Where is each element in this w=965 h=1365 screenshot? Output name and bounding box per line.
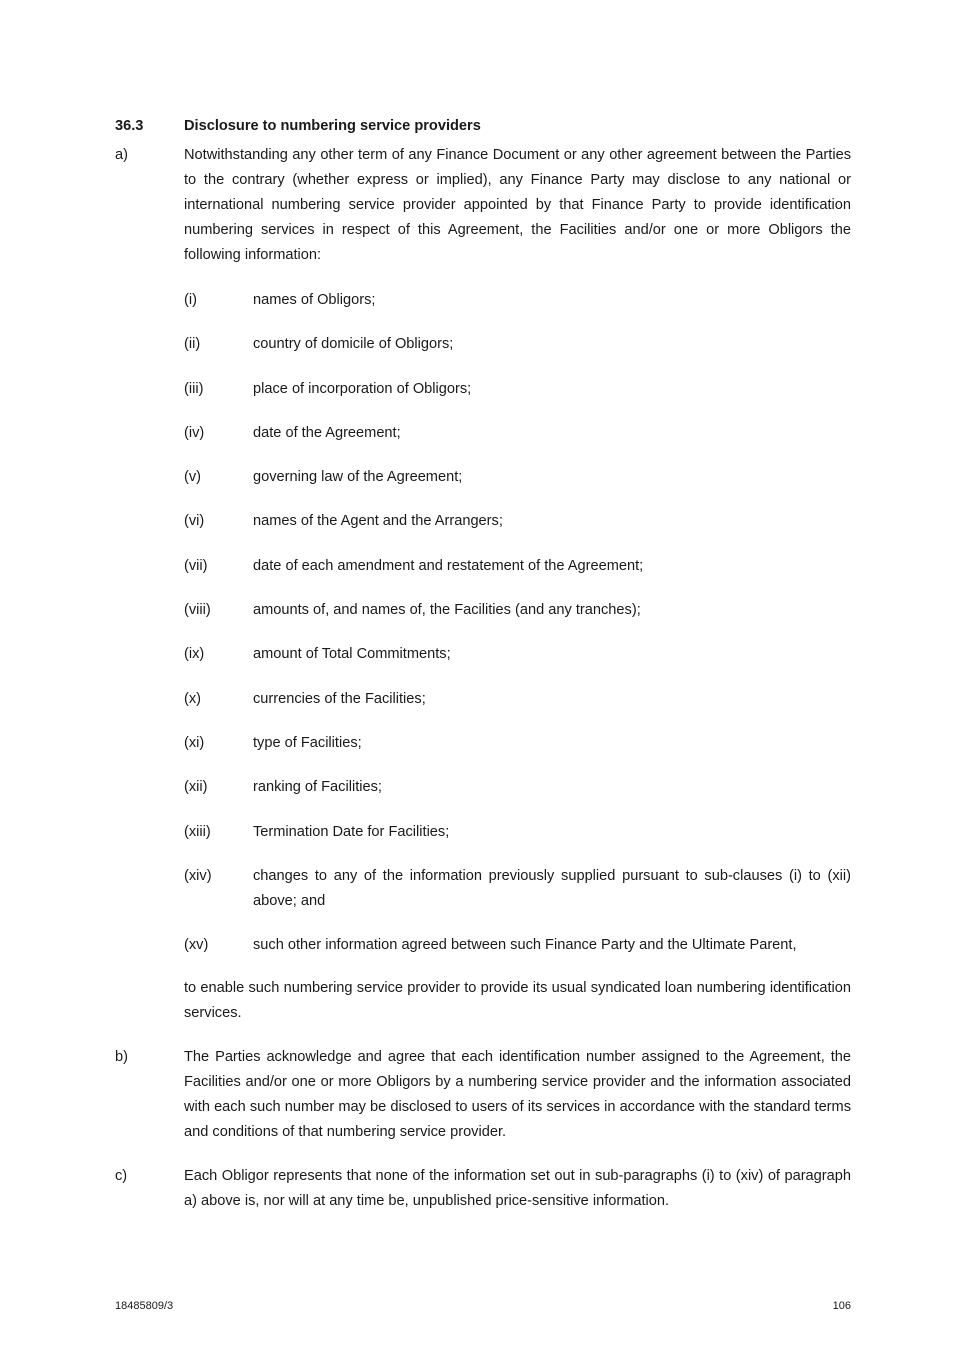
list-item-text: ranking of Facilities; — [253, 779, 382, 796]
list-item — [184, 598, 851, 623]
list-item-text: names of Obligors; — [253, 292, 376, 308]
list-item-text: currencies of the Facilities; — [253, 690, 426, 707]
paragraph-a-text: Notwithstanding any other term of any Finance Document or any other agreement between the Parties to the contrary (whether express or implied), any Finance Party may disclose to any national or international numbering service provider appointed by that Finance Party to provide identification numbering services in respect of this Agreement, the Facilities and/or one or more Obligors the following information: — [184, 147, 851, 263]
list-item — [184, 421, 851, 446]
list-item-number: (vii) — [184, 557, 208, 574]
list-item — [184, 288, 851, 313]
list-item-number: (i) — [184, 292, 197, 308]
paragraph-c — [115, 1164, 851, 1214]
information-list — [184, 288, 851, 977]
list-item-number: (xiv) — [184, 867, 212, 884]
list-item — [184, 465, 851, 490]
list-item-number: (iv) — [184, 424, 205, 441]
list-item-number: (v) — [184, 469, 202, 486]
list-item-number: (xiii) — [184, 823, 211, 840]
page-number: 106 — [832, 1300, 851, 1312]
list-item-text: such other information agreed between such Finance Party and the Ultimate Parent, — [253, 937, 797, 954]
list-item-number: (xi) — [184, 734, 205, 751]
list-item — [184, 820, 851, 845]
paragraph-c-label: c) — [115, 1168, 128, 1184]
list-item-number: (ix) — [184, 646, 205, 663]
list-item-text: Termination Date for Facilities; — [253, 823, 450, 840]
list-item — [184, 642, 851, 667]
list-item — [184, 731, 851, 756]
paragraph-b-text: The Parties acknowledge and agree that each identification number assigned to the Agreement, the Facilities and/or one or more Obligors by a numbering service provider and the information associated with each such number may be disclosed to users of its services in accordance with the standard terms and conditions of that numbering service provider. — [184, 1049, 851, 1140]
list-item-text: country of domicile of Obligors; — [253, 336, 454, 353]
paragraph-b — [115, 1045, 851, 1145]
list-item-number: (vi) — [184, 513, 205, 530]
section-number: 36.3 — [115, 118, 144, 134]
list-item — [184, 775, 851, 800]
list-item-number: (iii) — [184, 380, 204, 397]
paragraph-a-label: a) — [115, 147, 128, 163]
list-item-text: changes to any of the information previously supplied pursuant to sub-clauses (i) to (xii) above; and — [253, 867, 851, 909]
list-item-number: (x) — [184, 690, 202, 707]
list-item — [184, 332, 851, 357]
list-item-text: names of the Agent and the Arrangers; — [253, 513, 503, 530]
list-item — [184, 864, 851, 914]
list-item — [184, 377, 851, 402]
list-item-text: amounts of, and names of, the Facilities (and any tranches); — [253, 602, 641, 619]
list-item-text: amount of Total Commitments; — [253, 646, 451, 663]
document-reference: 18485809/3 — [115, 1300, 174, 1312]
closing-text: to enable such numbering service provider to provide its usual syndicated loan numbering identification services. — [184, 980, 851, 1021]
paragraph-a — [115, 143, 851, 268]
list-item-text: place of incorporation of Obligors; — [253, 380, 472, 397]
list-item — [184, 933, 851, 958]
list-item — [184, 509, 851, 534]
list-item-text: date of each amendment and restatement of the Agreement; — [253, 557, 644, 574]
list-item — [184, 687, 851, 712]
paragraph-b-label: b) — [115, 1049, 128, 1065]
list-item-text: date of the Agreement; — [253, 424, 401, 441]
list-item-text: type of Facilities; — [253, 734, 362, 751]
list-item-number: (ii) — [184, 336, 201, 353]
list-item — [184, 554, 851, 579]
list-item-number: (xv) — [184, 937, 209, 954]
section-title: Disclosure to numbering service providers — [184, 118, 481, 134]
list-item-number: (xii) — [184, 779, 208, 796]
paragraph-c-text: Each Obligor represents that none of the information set out in sub-paragraphs (i) to (xiv) of paragraph a) above is, nor will at any time be, unpublished price-sensitive information. — [184, 1168, 851, 1209]
list-item-text: governing law of the Agreement; — [253, 469, 463, 486]
list-item-number: (viii) — [184, 602, 211, 619]
